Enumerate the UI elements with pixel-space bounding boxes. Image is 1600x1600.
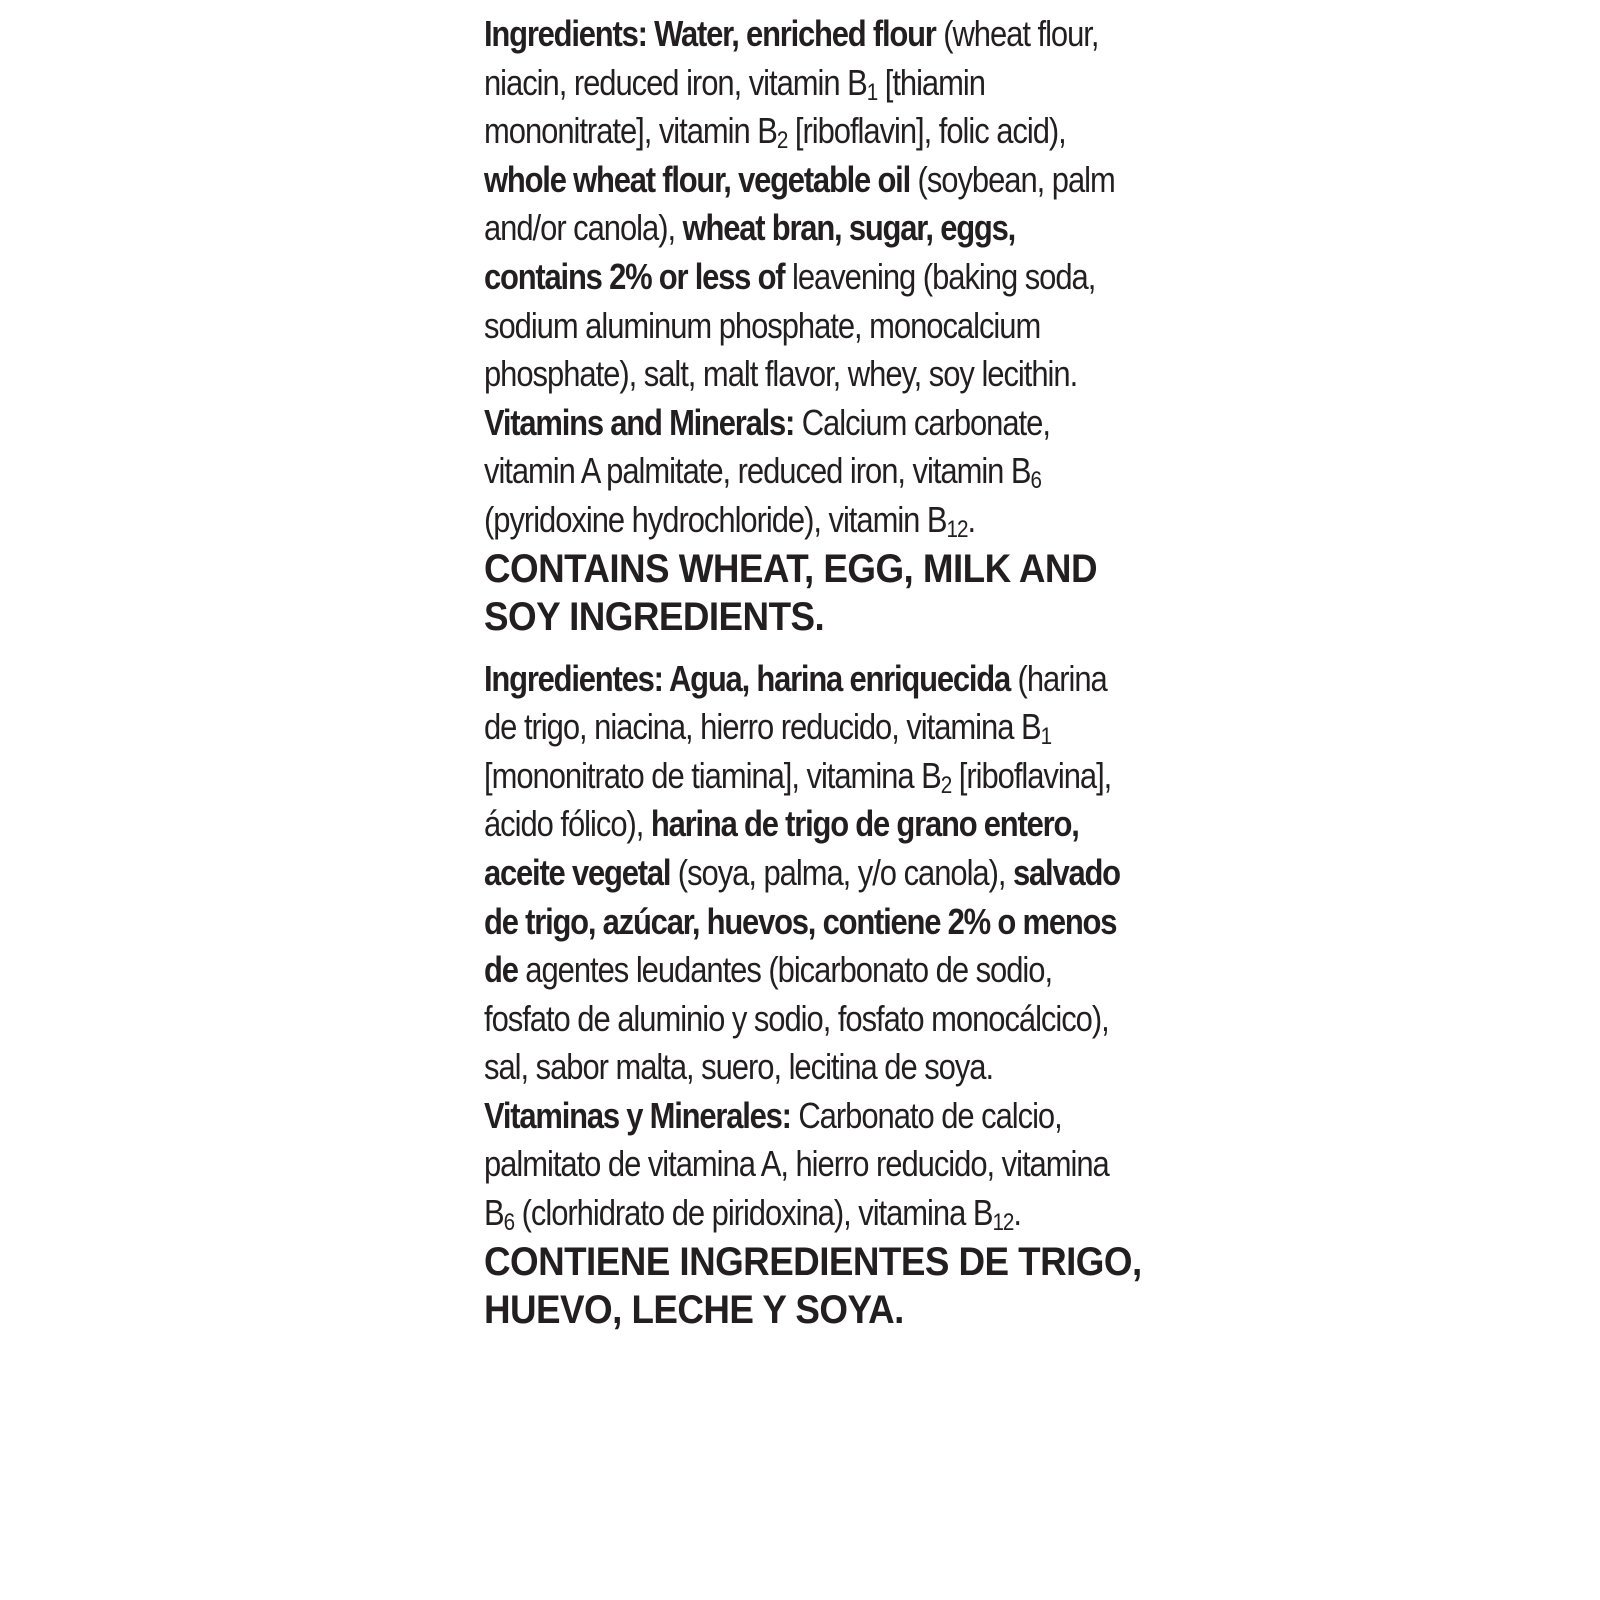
text-run: (soybean, palm and/or canola), (484, 158, 1115, 249)
bold-run: whole wheat flour, vegetable oil (484, 158, 910, 200)
text-run: (harina de trigo, niacina, hierro reducido, vitamina B (484, 657, 1107, 748)
text-run: leavening (baking soda, sodium aluminum phosphate, monocalcium phosphate), salt, malt flavor, whey, soy lecithin. (484, 255, 1096, 395)
text-run: [mononitrato de tiamina], vitamina B (484, 754, 941, 796)
text-run: [riboflavina], ácido fólico), (484, 754, 1112, 845)
text-run: (wheat flour, niacin, reduced iron, vitamin B (484, 13, 1099, 103)
bold-run: harina de trigo de grano entero, aceite vegetal (484, 803, 1079, 893)
subscript-run: 6 (1030, 467, 1042, 495)
bold-run: Ingredientes: Agua, harina enriquecida (484, 657, 1010, 699)
bold-run: Vitaminas y Minerales: (484, 1094, 791, 1136)
section-spacer (484, 641, 1134, 655)
text-run: Carbonato de calcio, palmitato de vitamina A, hierro reducido, vitamina B (484, 1094, 1109, 1234)
text-run: (clorhidrato de piridoxina), vitamina B (514, 1192, 993, 1234)
english-vitamins-paragraph (484, 399, 1138, 545)
english-allergen-statement: CONTAINS WHEAT, EGG, MILK AND SOY INGREDIENTS. (484, 546, 1097, 639)
spanish-vitamins-paragraph (484, 1092, 1138, 1238)
english-ingredients-paragraph (484, 10, 1138, 399)
subscript-run: 6 (503, 1209, 515, 1237)
bold-run: Ingredients: Water, enriched flour (484, 13, 936, 54)
subscript-run: 1 (866, 78, 878, 106)
text-run: [riboflavin], folic acid), (787, 110, 1066, 152)
subscript-run: 1 (1040, 723, 1052, 751)
text-run: [thiamin mononitrate], vitamin B (484, 61, 985, 152)
spanish-allergen-statement: CONTIENE INGREDIENTES DE TRIGO, HUEVO, LECHE Y SOYA. (484, 1239, 1142, 1332)
subscript-run: 2 (776, 127, 788, 155)
ingredient-label (484, 10, 1142, 1334)
english-section (484, 10, 1134, 641)
spanish-ingredients-paragraph (484, 655, 1138, 1092)
text-run: (soya, palma, y/o canola), (670, 851, 1014, 893)
subscript-run: 12 (992, 1209, 1014, 1237)
spanish-section (484, 655, 1142, 1334)
bold-run: wheat bran, sugar, eggs, contains 2% or less of (484, 207, 1016, 297)
text-run: (pyridoxine hydrochloride), vitamin B (484, 498, 947, 540)
bold-run: Vitamins and Minerals: (484, 401, 795, 443)
text-run: agentes leudantes (bicarbonato de sodio, fosfato de aluminio y sodio, fosfato monocálcico), sal, sabor malta, suero, lecitina de soya. (484, 949, 1109, 1088)
text-run: . (967, 498, 976, 540)
text-run: . (1013, 1192, 1021, 1234)
text-run: Calcium carbonate, vitamin A palmitate, reduced iron, vitamin B (484, 401, 1050, 492)
subscript-run: 2 (940, 771, 952, 799)
bold-run: salvado de trigo, azúcar, huevos, contiene 2% o menos de (484, 851, 1120, 991)
subscript-run: 12 (946, 515, 968, 543)
